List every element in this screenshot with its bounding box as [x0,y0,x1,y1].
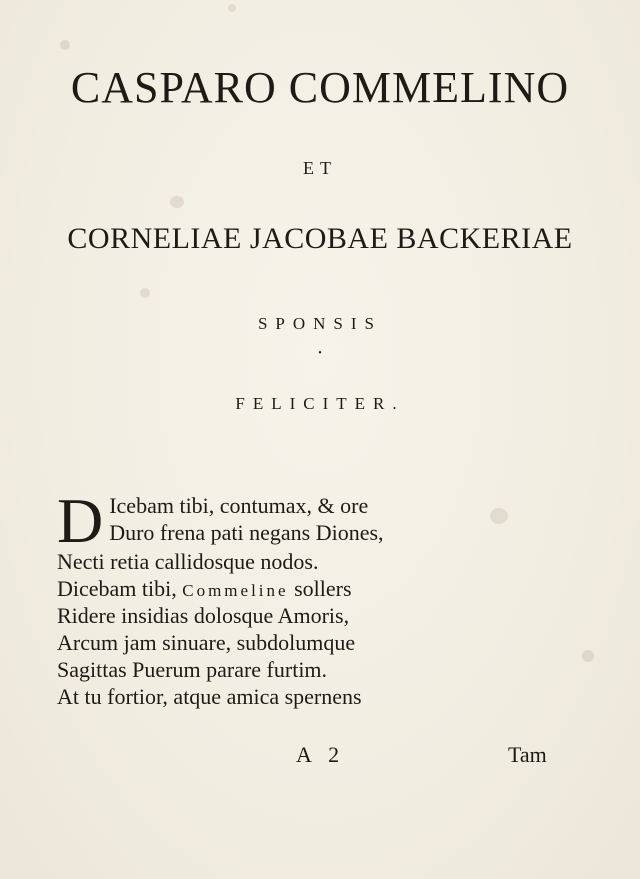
paper-stain [140,288,150,298]
poem-line: Necti retia callidosque nodos. [57,549,319,574]
paper-stain [60,40,70,50]
paper-stain [228,4,236,12]
drop-cap: D [57,485,104,556]
paper-stain [582,650,594,662]
dedication-name-1: CASPARO COMMELINO [70,63,570,112]
poem-line [57,575,577,602]
poem-line: At tu fortior, atque amica spernens [57,684,362,709]
dedication-name-2: CORNELIAE JACOBAE BACKERIAE [67,222,573,255]
catchword: Tam [508,742,547,767]
poem-line: Icebam tibi, contumax, & ore [109,493,369,518]
poem-body [57,485,577,710]
ornament-dot: • [318,348,322,359]
poem-line: Ridere insidias dolosque Amoris, [57,603,350,628]
poem-line-end: sollers [294,576,352,601]
dedication-feliciter: FELICITER. [235,394,405,413]
dedication-conjunction: ET [303,158,337,178]
poem-line: Duro frena pati negans Diones, [109,520,384,545]
signature-mark: A 2 [296,742,346,767]
poem-line: Sagittas Puerum parare furtim. [57,657,328,682]
poem-line-start: Dicebam tibi, [57,576,177,601]
dedication-sponsis: SPONSIS [257,314,383,333]
name-small-caps: Commeline [182,581,289,600]
paper-stain [170,196,184,208]
poem-line: Arcum jam sinuare, subdolumque [57,630,356,655]
